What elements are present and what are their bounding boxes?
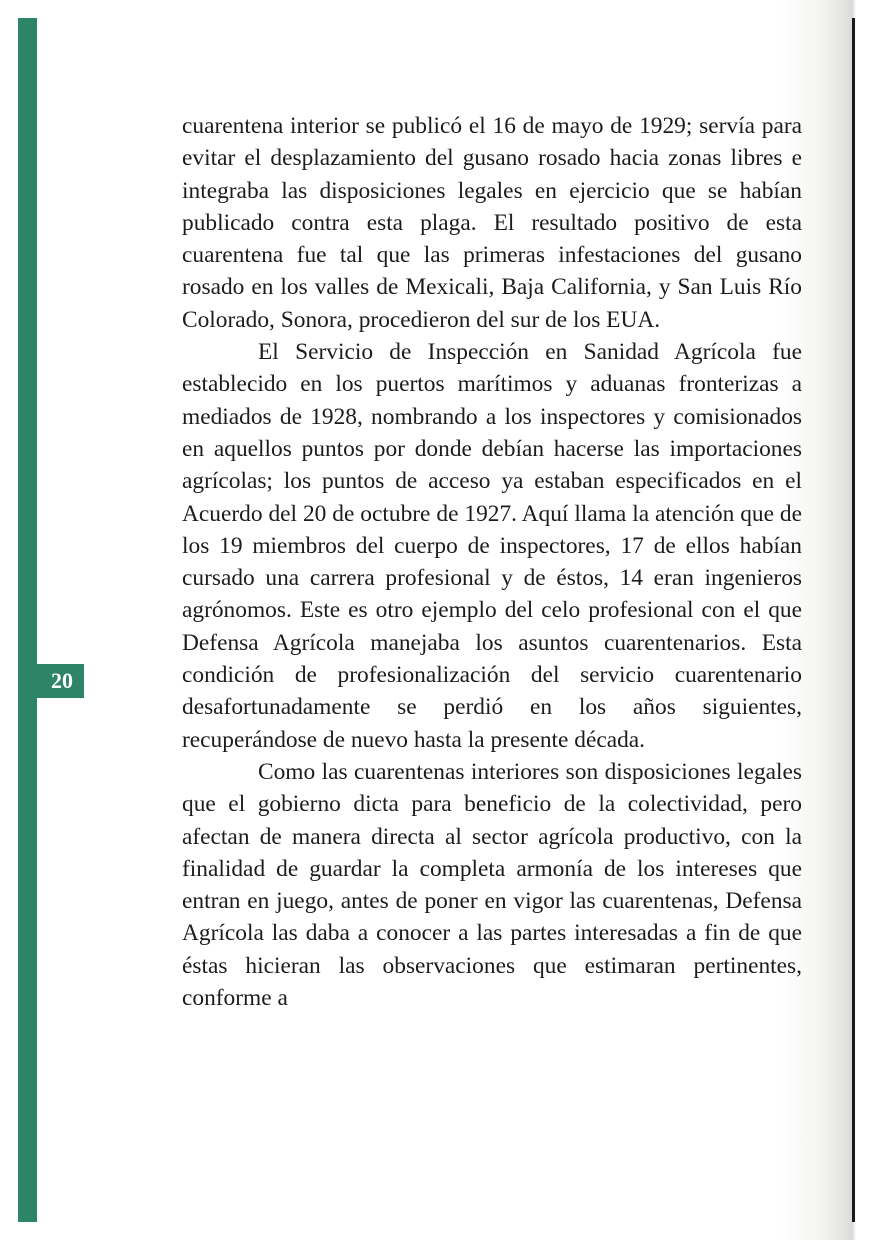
page-number-tab (18, 664, 84, 698)
paragraph-1: cuarentena interior se publicó el 16 de mayo de 1929; servía para evitar el desplazamiento del gusano rosado hacia zonas libres e integraba las disposiciones legales en ejercicio que se habían publicado contra esta plaga. El resultado positivo de esta cuarentena fue tal que las primeras infestaciones del gusano rosado en los valles de Mexicali, Baja California, y San Luis Río Colorado, Sonora, procedieron del sur de los EUA. (182, 113, 802, 333)
body-text (182, 110, 802, 1014)
page-edge-shadow (852, 18, 855, 1222)
green-margin-bar (18, 18, 37, 1222)
page-number: 20 (51, 668, 73, 693)
paragraph-3: Como las cuarentenas interiores son disposiciones legales que el gobierno dicta para beneficio de la colectividad, pero afectan de manera directa al sector agrícola productivo, con la finalidad de guardar la completa armonía de los intereses que entran en juego, antes de poner en vigor las cuarentenas, Defensa Agrícola las daba a conocer a las partes interesadas a fin de que éstas hicieran las observaciones que estimaran pertinentes, conforme a (182, 758, 802, 1012)
paragraph-2: El Servicio de Inspección en Sanidad Agrícola fue establecido en los puertos marítimos y aduanas fronterizas a mediados de 1928, nombrando a los inspectores y comisionados en aquellos puntos por donde debían hacerse las importaciones agrícolas; los puntos de acceso ya estaban especificados en el Acuerdo del 20 de octubre de 1927. Aquí llama la atención que de los 19 miembros del cuerpo de inspectores, 17 de ellos habían cursado una carrera profesional y de éstos, 14 eran ingenieros agrónomos. Este es otro ejemplo del celo profesional con el que Defensa Agrícola manejaba los asuntos cuarentenarios. Esta condición de profesionalización del servicio cuarentenario desafortunadamente se perdió en los años siguientes, recuperándose de nuevo hasta la presente década. (182, 339, 802, 753)
